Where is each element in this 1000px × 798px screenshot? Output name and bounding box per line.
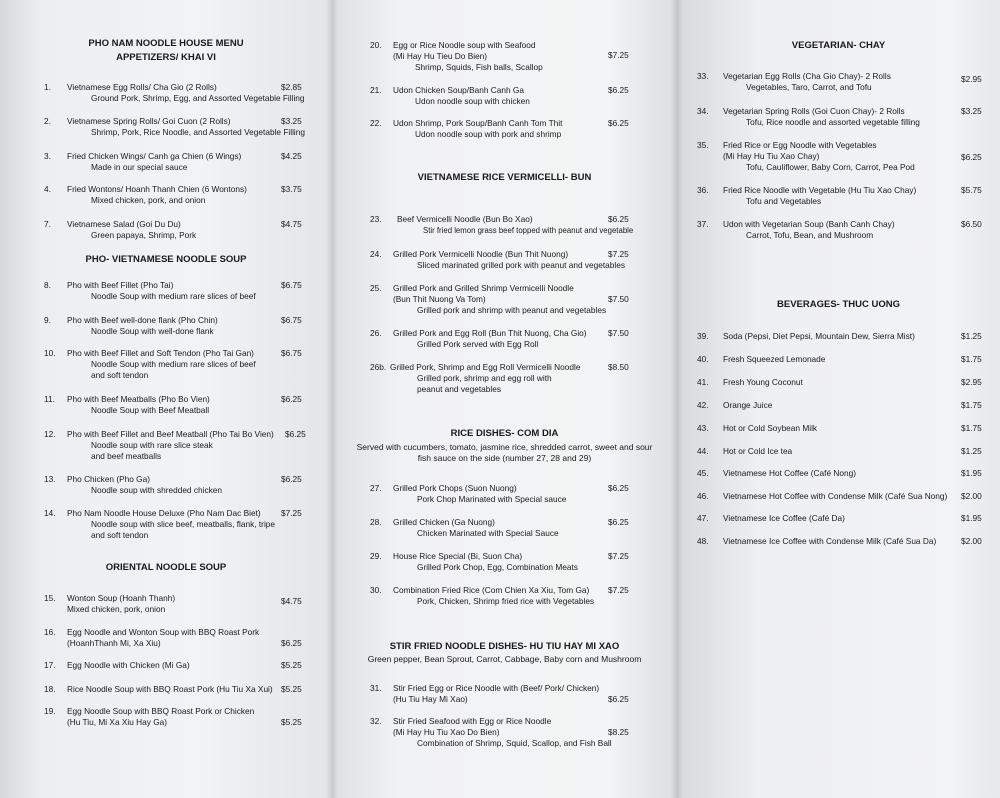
item-number: 16. — [44, 627, 56, 637]
item-name: Grilled Pork and Egg Roll (Bun Thit Nuong, Cha Gio) — [393, 328, 587, 338]
item-description: Stir fried lemon grass beef topped with peanut and vegetable — [423, 226, 634, 235]
item-number: 10. — [44, 348, 56, 358]
fold-shadow — [677, 0, 683, 798]
item-description: Vegetables, Taro, Carrot, and Tofu — [746, 82, 872, 92]
item-name: Grilled Pork Vermicelli Noodle (Bun Thit Nuong) — [393, 249, 569, 259]
item-name: Pho with Beef Meatballs (Pho Bo Vien) — [67, 394, 210, 404]
item-name: Vietnamese Ice Coffee with Condense Milk (Café Sua Da) — [723, 536, 937, 546]
item-name: Vegetarian Egg Rolls (Cha Gio Chay)- 2 Rolls — [723, 71, 891, 81]
item-description: Combination of Shrimp, Squid, Scallop, and Fish Ball — [417, 738, 612, 748]
item-number: 44. — [697, 446, 709, 456]
item-number: 22. — [370, 118, 382, 128]
item-number: 46. — [697, 491, 709, 501]
item-price: $3.75 — [281, 184, 302, 194]
item-description: Grilled Pork Chop, Egg, Combination Meats — [417, 562, 578, 572]
item-price: $6.75 — [281, 280, 302, 290]
item-number: 28. — [370, 517, 382, 527]
item-price: $3.25 — [281, 116, 302, 126]
item-price: $5.75 — [961, 185, 982, 195]
item-price: $1.25 — [961, 446, 982, 456]
item-number: 8. — [44, 280, 51, 290]
item-name: Stir Fried Egg or Rice Noodle with (Beef/ Pork/ Chicken) — [393, 683, 600, 693]
item-name: Udon with Vegetarian Soup (Banh Canh Chay) — [723, 219, 895, 229]
item-price: $6.25 — [961, 152, 982, 162]
menu-title: PHO NAM NOODLE HOUSE MENU — [88, 38, 244, 49]
item-name: Pho with Beef Fillet and Beef Meatball (Pho Tai Bo Vien) — [67, 429, 274, 439]
item-description: Udon noodle soup with chicken — [415, 96, 530, 106]
item-name: Grilled Pork and Grilled Shrimp Vermicelli Noodle — [393, 283, 574, 293]
item-name: Pho Chicken (Pho Ga) — [67, 474, 151, 484]
item-number: 36. — [697, 185, 709, 195]
item-description: (Bun Thit Nuong Va Tom) — [393, 294, 486, 304]
item-name: Pho with Beef Fillet (Pho Tai) — [67, 280, 174, 290]
item-description: Green papaya, Shrimp, Pork — [91, 230, 197, 240]
item-number: 3. — [44, 151, 51, 161]
menu-panel-right — [677, 0, 1000, 798]
item-description: Noodle soup with shredded chicken — [91, 485, 222, 495]
item-price: $8.50 — [608, 362, 629, 372]
item-price: $4.75 — [281, 596, 302, 606]
item-price: $2.00 — [961, 536, 982, 546]
item-name: Grilled Pork Chops (Suon Nuong) — [393, 483, 517, 493]
bun-heading: VIETNAMESE RICE VERMICELLI- BUN — [417, 172, 592, 183]
item-description: Tofu, Rice noodle and assorted vegetable filling — [746, 117, 920, 127]
item-number: 29. — [370, 551, 382, 561]
item-number: 43. — [697, 423, 709, 433]
item-name: Pho with Beef Fillet and Soft Tendon (Pho Tai Gan) — [67, 348, 254, 358]
item-price: $1.25 — [961, 331, 982, 341]
item-price: $8.25 — [608, 727, 629, 737]
item-description: Chicken Marinated with Special Sauce — [417, 528, 559, 538]
fold-shadow — [332, 0, 338, 798]
item-number: 4. — [44, 184, 51, 194]
item-name: Egg Noodle and Wonton Soup with BBQ Roast Pork — [67, 627, 260, 637]
item-description: Grilled pork, shrimp and egg roll with — [417, 373, 552, 383]
item-price: $6.25 — [281, 638, 302, 648]
menu-panel-left — [0, 0, 332, 798]
item-name: Egg Noodle Soup with BBQ Roast Pork or Chicken — [67, 706, 255, 716]
rice-note: fish sauce on the side (number 27, 28 and 29) — [417, 453, 592, 463]
item-number: 33. — [697, 71, 709, 81]
item-description: Made in our special sauce — [91, 162, 188, 172]
item-name: Udon Chicken Soup/Banh Canh Ga — [393, 85, 524, 95]
stirfry-note: Green pepper, Bean Sprout, Carrot, Cabbage, Baby corn and Mushroom — [367, 654, 642, 664]
item-price: $2.00 — [961, 491, 982, 501]
item-number: 24. — [370, 249, 382, 259]
item-number: 25. — [370, 283, 382, 293]
item-price: $7.50 — [608, 328, 629, 338]
item-description: Udon noodle soup with pork and shrimp — [415, 129, 562, 139]
item-description: (Mi Hay Hu Tieu Do Bien) — [393, 51, 488, 61]
item-number: 26b. — [370, 362, 387, 372]
item-price: $1.75 — [961, 354, 982, 364]
item-description: Noodle Soup with medium rare slices of beef — [91, 359, 256, 369]
item-name: Vietnamese Salad (Goi Du Du) — [67, 219, 181, 229]
item-number: 15. — [44, 593, 56, 603]
item-description: (Mi Hay Hu Tiu Xao Chay) — [723, 151, 820, 161]
item-description: Pork Chop Marinated with Special sauce — [417, 494, 567, 504]
item-description: Tofu and Vegetables — [746, 196, 822, 206]
oriental-heading: ORIENTAL NOODLE SOUP — [105, 562, 227, 573]
item-price: $6.25 — [281, 474, 302, 484]
item-name: Orange Juice — [723, 400, 773, 410]
item-price: $7.25 — [608, 551, 629, 561]
item-name: Beef Vermicelli Noodle (Bun Bo Xao) — [397, 214, 533, 224]
item-price: $5.25 — [281, 717, 302, 727]
item-number: 7. — [44, 219, 51, 229]
item-number: 32. — [370, 716, 382, 726]
item-price: $6.25 — [608, 85, 629, 95]
item-description: and soft tendon — [91, 530, 149, 540]
item-number: 30. — [370, 585, 382, 595]
appetizers-heading: APPETIZERS/ KHAI VI — [116, 52, 216, 63]
item-price: $1.75 — [961, 423, 982, 433]
item-name: Fried Rice Noodle with Vegetable (Hu Tiu Xao Chay) — [723, 185, 917, 195]
item-price: $7.25 — [281, 508, 302, 518]
item-description: (Mi Hay Hu Tiu Xao Do Bien) — [393, 727, 500, 737]
item-name: Egg or Rice Noodle soup with Seafood — [393, 40, 536, 50]
item-description: and soft tendon — [91, 370, 149, 380]
item-description: Mixed chicken, pork, onion — [67, 604, 166, 614]
item-name: Udon Shrimp, Pork Soup/Banh Canh Tom Thit — [393, 118, 563, 128]
item-number: 39. — [697, 331, 709, 341]
item-description: (HoanhThanh Mi, Xa Xiu) — [67, 638, 161, 648]
item-number: 34. — [697, 106, 709, 116]
item-description: Sliced marinated grilled pork with peanut and vegetables — [417, 260, 626, 270]
item-price: $4.75 — [281, 219, 302, 229]
item-number: 1. — [44, 82, 51, 92]
item-description: Tofu, Cauliflower, Baby Corn, Carrot, Pea Pod — [746, 162, 915, 172]
item-name: Pho Nam Noodle House Deluxe (Pho Nam Dac Biet) — [67, 508, 261, 518]
item-name: Vegetarian Spring Rolls (Goi Cuon Chay)- 2 Rolls — [723, 106, 905, 116]
item-name: Vietnamese Ice Coffee (Café Da) — [723, 513, 845, 523]
item-number: 35. — [697, 140, 709, 150]
item-description: (Hu Tiu Hay Mi Xao) — [393, 694, 468, 704]
item-description: Mixed chicken, pork, and onion — [91, 195, 206, 205]
item-price: $2.95 — [961, 377, 982, 387]
item-number: 21. — [370, 85, 382, 95]
item-number: 20. — [370, 40, 382, 50]
item-description: Noodle Soup with Beef Meatball — [91, 405, 210, 415]
item-description: Noodle Soup with well-done flank — [91, 326, 214, 336]
item-number: 48. — [697, 536, 709, 546]
item-price: $6.25 — [608, 214, 629, 224]
item-name: Vietnamese Spring Rolls/ Goi Cuon (2 Rolls) — [67, 116, 231, 126]
item-price: $6.25 — [608, 694, 629, 704]
item-name: Grilled Chicken (Ga Nuong) — [393, 517, 495, 527]
item-name: Combination Fried Rice (Com Chien Xa Xiu, Tom Ga) — [393, 585, 590, 595]
item-name: House Rice Special (Bi, Suon Cha) — [393, 551, 523, 561]
pho-heading: PHO- VIETNAMESE NOODLE SOUP — [85, 254, 247, 265]
item-description: Ground Pork, Shrimp, Egg, and Assorted Vegetable Filling — [91, 93, 305, 103]
item-name: Egg Noodle with Chicken (Mi Ga) — [67, 660, 190, 670]
rice-note: Served with cucumbers, tomato, jasmine rice, shredded carrot, sweet and sour — [356, 442, 653, 452]
item-description: Noodle soup with slice beef, meatballs, flank, tripe — [91, 519, 276, 529]
item-number: 31. — [370, 683, 382, 693]
item-name: Wonton Soup (Hoanh Thanh) — [67, 593, 176, 603]
item-number: 26. — [370, 328, 382, 338]
item-description: Shrimp, Squids, Fish balls, Scallop — [415, 62, 543, 72]
item-description: (Hu Tiu, Mi Xa Xiu Hay Ga) — [67, 717, 168, 727]
item-price: $6.75 — [281, 348, 302, 358]
item-price: $6.25 — [608, 483, 629, 493]
item-number: 27. — [370, 483, 382, 493]
item-number: 23. — [370, 214, 382, 224]
item-number: 11. — [44, 394, 55, 404]
rice-heading: RICE DISHES- COM DIA — [450, 428, 559, 439]
item-name: Soda (Pepsi, Diet Pepsi, Mountain Dew, Sierra Mist) — [723, 331, 915, 341]
item-name: Fried Rice or Egg Noodle with Vegetables — [723, 140, 877, 150]
item-description: Noodle soup with rare slice steak — [91, 440, 213, 450]
item-name: Vietnamese Egg Rolls/ Cha Gio (2 Rolls) — [67, 82, 217, 92]
item-price: $6.50 — [961, 219, 982, 229]
item-name: Fresh Squeezed Lemonade — [723, 354, 826, 364]
beverages-heading: BEVERAGES- THUC UONG — [777, 299, 900, 310]
item-name: Rice Noodle Soup with BBQ Roast Pork (Hu Tiu Xa Xui) — [67, 684, 273, 694]
item-price: $7.50 — [608, 294, 629, 304]
item-name: Fried Chicken Wings/ Canh ga Chien (6 Wings) — [67, 151, 242, 161]
item-description: and beef meatballs — [91, 451, 162, 461]
item-price: $1.75 — [961, 400, 982, 410]
item-description: Carrot, Tofu, Bean, and Mushroom — [746, 230, 874, 240]
vegetarian-heading: VEGETARIAN- CHAY — [791, 40, 886, 51]
item-number: 9. — [44, 315, 51, 325]
item-name: Fresh Young Coconut — [723, 377, 803, 387]
item-name: Vietnamese Hot Coffee with Condense Milk (Café Sua Nong) — [723, 491, 948, 501]
item-price: $5.25 — [281, 660, 302, 670]
item-name: Hot or Cold Soybean Milk — [723, 423, 818, 433]
item-description: Noodle Soup with medium rare slices of beef — [91, 291, 256, 301]
item-price: $7.25 — [608, 249, 629, 259]
item-price: $6.25 — [281, 394, 302, 404]
item-price: $6.25 — [285, 429, 306, 439]
item-price: $7.25 — [608, 50, 629, 60]
item-description: Grilled pork and shrimp with peanut and vegetables — [417, 305, 607, 315]
stirfry-heading: STIR FRIED NOODLE DISHES- HU TIU HAY MI XAO — [389, 641, 620, 652]
item-number: 17. — [44, 660, 56, 670]
item-price: $4.25 — [281, 151, 302, 161]
item-number: 12. — [44, 429, 56, 439]
item-name: Vietnamese Hot Coffee (Café Nong) — [723, 468, 856, 478]
item-price: $1.95 — [961, 468, 982, 478]
item-name: Stir Fried Seafood with Egg or Rice Noodle — [393, 716, 552, 726]
item-price: $2.95 — [961, 74, 982, 84]
item-price: $6.25 — [608, 517, 629, 527]
item-number: 2. — [44, 116, 51, 126]
item-number: 42. — [697, 400, 709, 410]
item-price: $1.95 — [961, 513, 982, 523]
item-number: 47. — [697, 513, 709, 523]
item-description: Grilled Pork served with Egg Roll — [417, 339, 539, 349]
item-name: Pho with Beef well-done flank (Pho Chin) — [67, 315, 218, 325]
item-description: Pork, Chicken, Shrimp fried rice with Vegetables — [417, 596, 595, 606]
item-price: $6.25 — [608, 118, 629, 128]
item-name: Grilled Pork, Shrimp and Egg Roll Vermicelli Noodle — [390, 362, 581, 372]
item-price: $7.25 — [608, 585, 629, 595]
item-number: 40. — [697, 354, 709, 364]
item-price: $5.25 — [281, 684, 302, 694]
item-number: 37. — [697, 219, 709, 229]
item-price: $6.75 — [281, 315, 302, 325]
item-number: 18. — [44, 684, 56, 694]
item-price: $2.85 — [281, 82, 302, 92]
item-number: 41. — [697, 377, 709, 387]
item-number: 19. — [44, 706, 56, 716]
item-number: 13. — [44, 474, 56, 484]
item-description: peanut and vegetables — [417, 384, 501, 394]
item-number: 45. — [697, 468, 709, 478]
item-price: $3.25 — [961, 106, 982, 116]
menu-panel-middle — [332, 0, 677, 798]
item-number: 14. — [44, 508, 56, 518]
item-name: Hot or Cold Ice tea — [723, 446, 793, 456]
item-name: Fried Wontons/ Hoanh Thanh Chien (6 Wontons) — [67, 184, 247, 194]
item-description: Shrimp, Pork, Rice Noodle, and Assorted Vegetable Filling — [91, 127, 305, 137]
